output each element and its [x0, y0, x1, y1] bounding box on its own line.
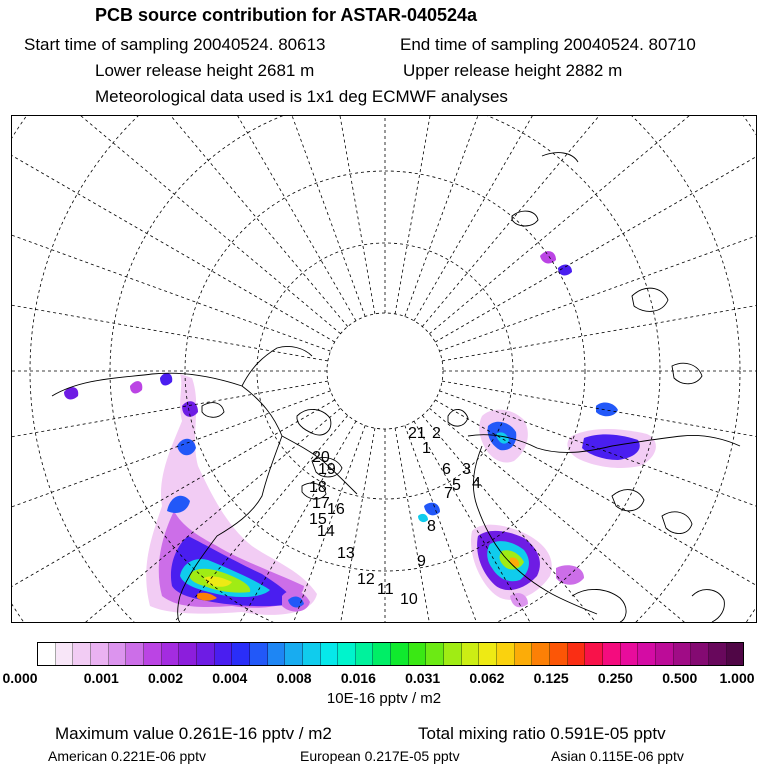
- meridian-line: [12, 116, 330, 351]
- trajectory-label: 10: [400, 591, 418, 608]
- color-scale-segment: [444, 643, 462, 665]
- met-data-info: Meteorological data used is 1x1 deg ECMWF analyses: [95, 87, 508, 106]
- trajectory-label: 4: [472, 475, 481, 492]
- trajectory-label: 11: [377, 581, 394, 598]
- graticule: [12, 116, 756, 622]
- color-scale-tick-label: 0.250: [597, 670, 633, 686]
- trajectory-label: 3: [462, 461, 471, 478]
- color-scale-segment: [126, 643, 144, 665]
- color-scale-bar: [37, 642, 744, 666]
- color-scale-segment: [232, 643, 250, 665]
- color-scale-segment: [709, 643, 727, 665]
- color-scale-segment: [285, 643, 303, 665]
- color-scale-segment: [73, 643, 91, 665]
- meridian-line: [12, 215, 328, 361]
- meridian-line: [12, 116, 356, 321]
- color-scale-segment: [179, 643, 197, 665]
- color-scale-segment: [250, 643, 268, 665]
- upper-release-height: Upper release height 2882 m: [403, 61, 623, 80]
- color-scale-tick-label: 0.002: [148, 670, 184, 686]
- latitude-circle: [12, 116, 756, 622]
- maximum-value: Maximum value 0.261E-16 pptv / m2: [55, 724, 332, 743]
- meridian-line: [12, 116, 335, 342]
- map-canvas: [12, 116, 756, 622]
- color-scale-segment: [603, 643, 621, 665]
- latitude-circle: [12, 116, 756, 622]
- color-scale-segment: [215, 643, 233, 665]
- trajectory-label: 8: [427, 518, 436, 535]
- plume-east: [418, 251, 656, 607]
- asian-contribution: Asian 0.115E-06 pptv: [551, 748, 684, 764]
- color-scale-tick-label: 1.000: [719, 670, 755, 686]
- color-scale-segment: [144, 643, 162, 665]
- trajectory-label: 21: [408, 425, 426, 442]
- color-scale-segment: [197, 643, 215, 665]
- color-scale-segment: [621, 643, 639, 665]
- color-scale-tick-label: 0.000: [2, 670, 38, 686]
- trajectory-label: 16: [327, 501, 345, 518]
- color-scale-segment: [338, 643, 356, 665]
- trajectory-label: 1: [422, 440, 431, 457]
- latitude-circle: [327, 313, 443, 429]
- concentration-plumes: [64, 251, 656, 615]
- meridian-line: [12, 116, 348, 327]
- page-title: PCB source contribution for ASTAR-040524a: [95, 5, 478, 25]
- meridian-line: [414, 116, 756, 321]
- color-scale-segment: [162, 643, 180, 665]
- trajectory-label: 2: [432, 425, 441, 442]
- trajectory-label: 19: [318, 461, 336, 478]
- latitude-circle: [185, 171, 585, 571]
- color-scale-segment: [426, 643, 444, 665]
- meridian-line: [229, 116, 375, 314]
- color-scale-segment: [656, 643, 674, 665]
- trajectory-label: 5: [452, 477, 461, 494]
- color-scale-segment: [321, 643, 339, 665]
- color-scale-tick-label: 0.125: [533, 670, 569, 686]
- trajectory-label: 17: [312, 495, 330, 512]
- color-scale-tick-label: 0.062: [469, 670, 505, 686]
- lower-release-height: Lower release height 2681 m: [95, 61, 315, 80]
- color-scale-tick-label: 0.016: [340, 670, 376, 686]
- meridian-line: [12, 116, 341, 334]
- color-scale-tick-label: 0.001: [83, 670, 119, 686]
- trajectory-label: 7: [444, 485, 453, 502]
- color-scale-segment: [268, 643, 286, 665]
- trajectory-label: 18: [309, 479, 327, 496]
- color-scale-segment: [391, 643, 409, 665]
- meridian-line: [405, 116, 693, 316]
- total-mixing-ratio: Total mixing ratio 0.591E-05 pptv: [418, 724, 666, 743]
- color-scale-segment: [109, 643, 127, 665]
- color-scale-segment: [585, 643, 603, 665]
- color-scale-tick-label: 0.031: [405, 670, 441, 686]
- end-time: End time of sampling 20040524. 80710: [400, 35, 696, 54]
- color-scale-segment: [674, 643, 692, 665]
- color-scale-segment: [91, 643, 109, 665]
- color-scale-segment: [568, 643, 586, 665]
- meridian-line: [442, 215, 756, 361]
- color-scale-tick-label: 0.008: [276, 670, 312, 686]
- meridian-line: [422, 116, 756, 327]
- color-scale-segment: [56, 643, 74, 665]
- color-scale-tick-label: 0.004: [212, 670, 248, 686]
- color-scale-segment: [462, 643, 480, 665]
- trajectory-labels: [309, 425, 481, 608]
- trajectory-label: 9: [417, 553, 426, 570]
- color-scale-segment: [373, 643, 391, 665]
- meridian-line: [435, 116, 756, 342]
- meridian-line: [395, 116, 541, 314]
- trajectory-label: 13: [337, 545, 355, 562]
- trajectory-label: 14: [317, 523, 335, 540]
- color-scale-tick-label: 0.500: [662, 670, 698, 686]
- american-contribution: American 0.221E-06 pptv: [48, 748, 206, 764]
- color-scale-segment: [356, 643, 374, 665]
- color-scale-unit: 10E-16 pptv / m2: [326, 690, 442, 707]
- color-scale-segment: [638, 643, 656, 665]
- meridian-line: [440, 116, 756, 351]
- meridian-line: [77, 116, 365, 316]
- color-scale-segment: [691, 643, 709, 665]
- trajectory-label: 15: [309, 511, 327, 528]
- trajectory-label: 12: [357, 571, 375, 588]
- trajectory-label: 20: [312, 449, 330, 466]
- color-scale-segment: [409, 643, 427, 665]
- polar-map: [11, 115, 757, 623]
- color-scale-segment: [479, 643, 497, 665]
- color-scale-segment: [727, 643, 744, 665]
- color-scale-segment: [515, 643, 533, 665]
- trajectory-label: 6: [442, 461, 451, 478]
- european-contribution: European 0.217E-05 pptv: [300, 748, 460, 764]
- start-time: Start time of sampling 20040524. 80613: [24, 35, 326, 54]
- color-scale-segment: [38, 643, 56, 665]
- color-scale-segment: [303, 643, 321, 665]
- color-scale-segment: [550, 643, 568, 665]
- color-scale-segment: [497, 643, 515, 665]
- meridian-line: [429, 116, 756, 334]
- color-scale-segment: [532, 643, 550, 665]
